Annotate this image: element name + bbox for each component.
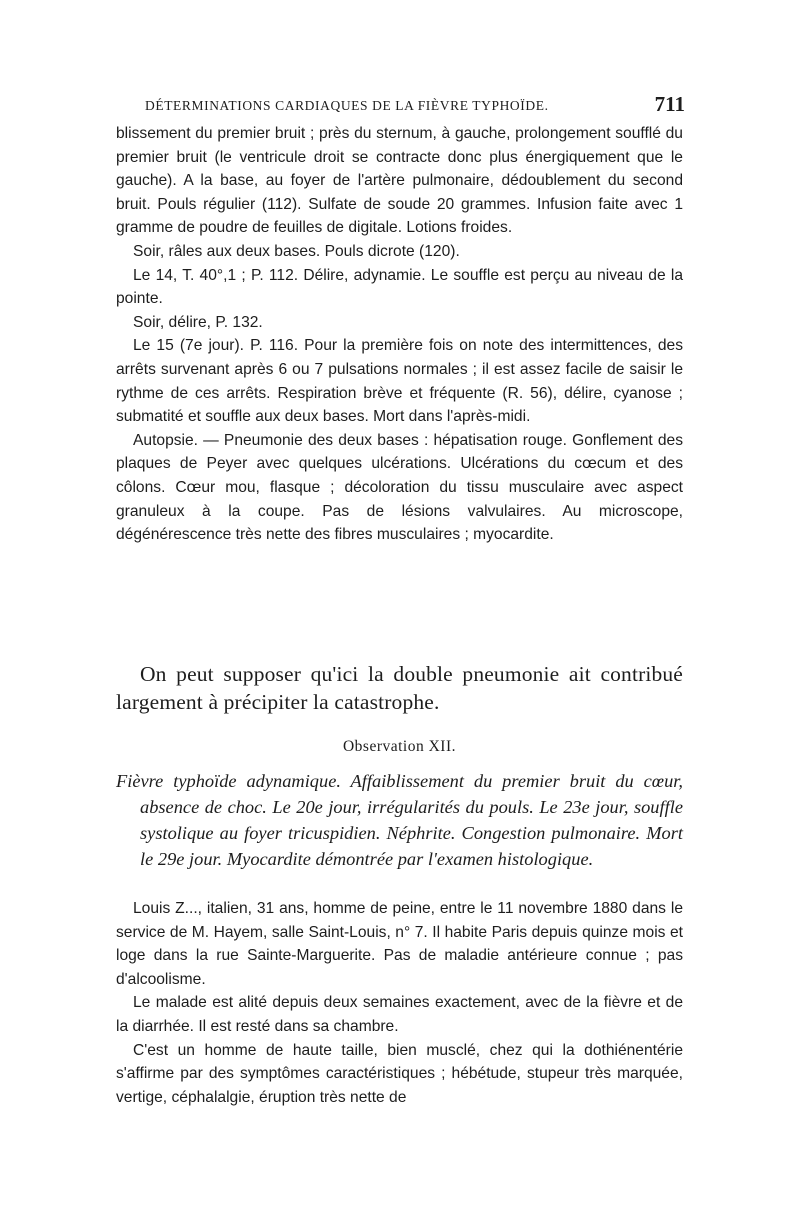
paragraph-evening-delirium: Soir, délire, P. 132. (133, 313, 263, 331)
commentary-paragraph: On peut supposer qu'ici la double pneumonie ait contribué largement à précipiter la catastrophe. (116, 662, 683, 714)
observation-heading: Observation XII. (342, 738, 457, 755)
paragraph-day-15: Le 15 (7e jour). P. 116. Pour la première fois on note des intermittences, des arrêts survenant après 6 ou 7 pulsations normales ; il est assez facile de saisir le rythme de ces arrêts. Respiration brève et fréquente (R. 56), délire, cyanose ; submatité et souffle aux deux bases. Mort dans l'après-midi. (116, 337, 683, 426)
paragraph-autopsy: Autopsie. — Pneumonie des deux bases : hépatisation rouge. Gonflement des plaques de Peyer avec quelques ulcérations. Ulcérations du cœcum et des côlons. Cœur mou, flasque ; décoloration du tissu musculaire avec aspect granuleux à la coupe. Pas de lésions valvulaires. Au microscope, dégénérescence très nette des fibres musculaires ; myocardite. (116, 431, 683, 544)
case-continuation (116, 122, 683, 547)
paragraph-history: Le malade est alité depuis deux semaines exactement, avec de la fièvre et de la diarrhée. Il est resté dans sa chambre. (116, 994, 683, 1035)
paragraph-auscultation: blissement du premier bruit ; près du sternum, à gauche, prolongement soufflé du premier bruit (le ventricule droit se contracte donc plus énergiquement que le gauche). A la base, au foyer de l'artère pulmonaire, dédoublement du second bruit. Pouls régulier (112). Sulfate de soude 20 grammes. Infusion faite avec 1 gramme de poudre de feuilles de digitale. Lotions froides. (116, 125, 683, 237)
paragraph-evening-rales: Soir, râles aux deux bases. Pouls dicrote (120). (133, 242, 460, 260)
running-title: DÉTERMINATIONS CARDIAQUES DE LA FIÈVRE TYPHOÏDE. (145, 98, 549, 113)
paragraph-admission: Louis Z..., italien, 31 ans, homme de peine, entre le 11 novembre 1880 dans le service de M. Hayem, salle Saint-Louis, n° 7. Il habite Paris depuis quinze mois et loge dans la rue Sainte-Marguerite. Pas de maladie antérieure connue ; pas d'alcoolisme. (116, 900, 683, 988)
page-number: 711 (654, 92, 685, 116)
paragraph-symptoms: C'est un homme de haute taille, bien musclé, chez qui la dothiénentérie s'affirme par des symptômes caractéristiques ; hébétude, stupeur très marquée, vertige, céphalalgie, éruption très nette de (116, 1041, 683, 1106)
commentary-block (116, 660, 683, 716)
observation-summary-block (116, 768, 683, 872)
paragraph-day-14: Le 14, T. 40°,1 ; P. 112. Délire, adynamie. Le souffle est perçu au niveau de la pointe. (116, 266, 683, 308)
observation-summary: Fièvre typhoïde adynamique. Affaiblissement du premier bruit du cœur, absence de choc. Le 20e jour, irrégularités du pouls. Le 23e jour, souffle systolique au foyer tricuspidien. Néphrite. Congestion pulmonaire. Mort le 29e jour. Myocardite démontrée par l'examen histologique. (116, 771, 683, 869)
observation-body (116, 897, 683, 1109)
page-header (115, 92, 685, 122)
